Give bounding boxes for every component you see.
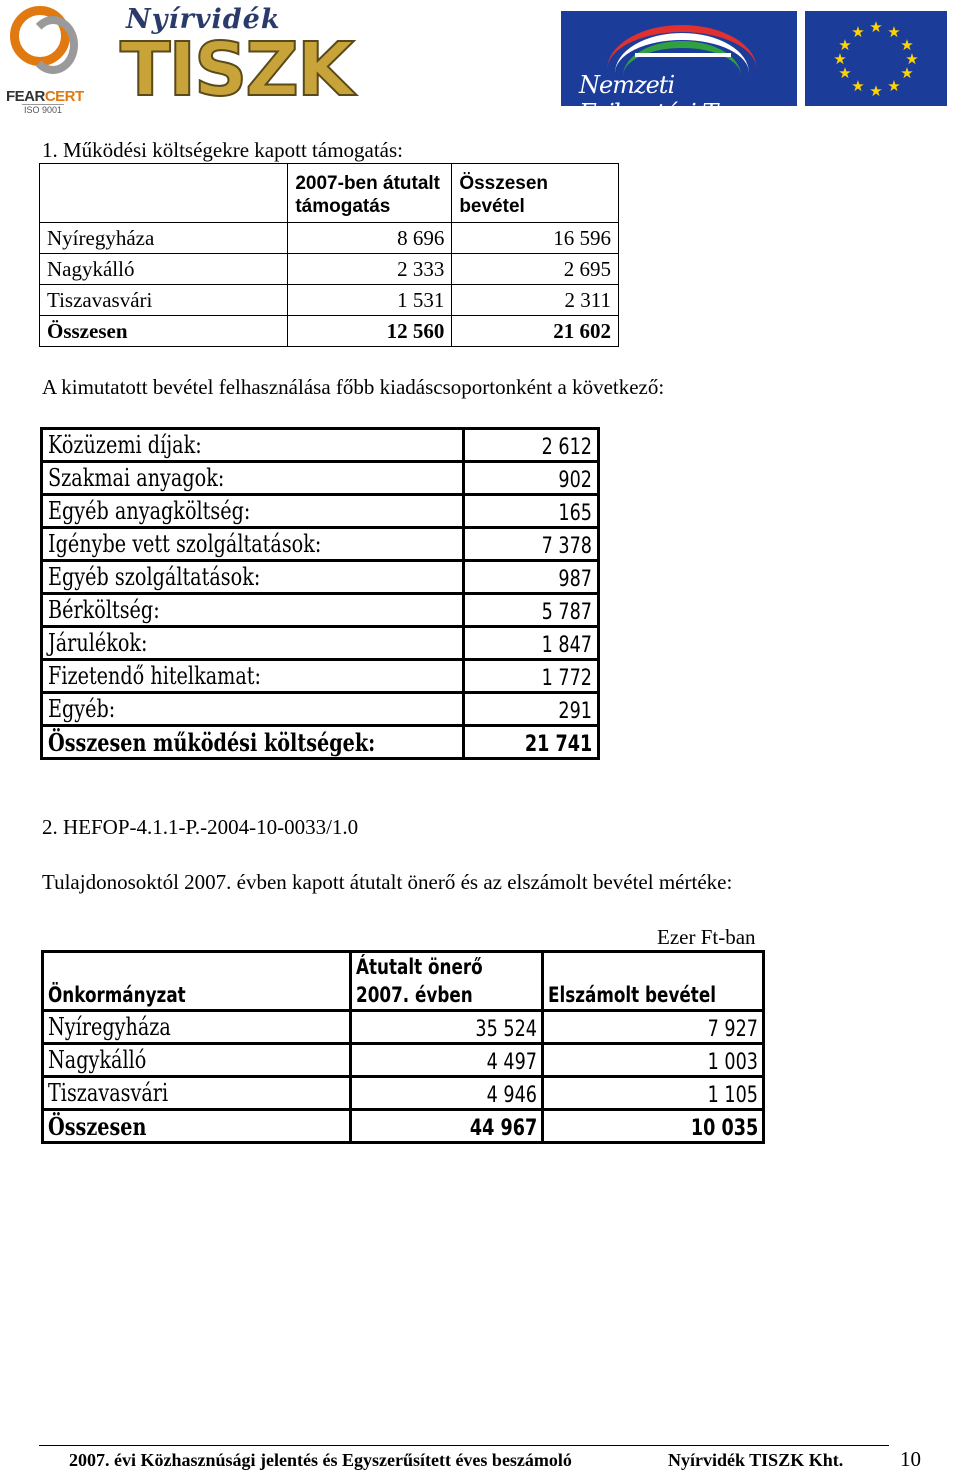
table-row (42, 429, 599, 462)
expense-value: 5 787 (464, 594, 599, 627)
bridge-icon (635, 53, 731, 57)
row-total: 2 695 (452, 254, 619, 285)
table-total-row (40, 316, 619, 347)
row-total: 21 602 (452, 316, 619, 347)
section2-title: 2. HEFOP-4.1.1-P.-2004-10-0033/1.0 (42, 815, 359, 839)
table-row (40, 254, 619, 285)
row-transferred: 2 333 (288, 254, 452, 285)
row-name: Nagykálló (40, 254, 288, 285)
footer-rule (39, 1445, 889, 1446)
row-accounted: 10 035 (543, 1110, 764, 1143)
expense-value: 902 (464, 462, 599, 495)
eu-star-icon: ★ (869, 84, 883, 100)
row-name: Összesen (43, 1110, 351, 1143)
expense-value: 7 378 (464, 528, 599, 561)
table-row (42, 660, 599, 693)
expense-value: 2 612 (464, 429, 599, 462)
table-total-row (43, 1110, 764, 1143)
row-transferred: 8 696 (288, 223, 452, 254)
expense-label: Járulékok: (42, 627, 464, 660)
expense-table (40, 427, 600, 760)
table-row (42, 561, 599, 594)
table-row (40, 223, 619, 254)
row-name: Nyíregyháza (40, 223, 288, 254)
page-number: 10 (900, 1447, 921, 1471)
row-total: 16 596 (452, 223, 619, 254)
support-table-header (40, 164, 619, 223)
support-table (39, 163, 619, 347)
table-row (42, 495, 599, 528)
expense-label: Egyéb anyagköltség: (42, 495, 464, 528)
row-own: 4 946 (351, 1077, 543, 1110)
table-row (43, 1077, 764, 1110)
expense-label: Szakmai anyagok: (42, 462, 464, 495)
row-transferred: 12 560 (288, 316, 452, 347)
eu-star-icon: ★ (851, 25, 865, 41)
table-row (43, 1044, 764, 1077)
eu-star-icon: ★ (869, 20, 883, 36)
eu-star-icon: ★ (833, 52, 847, 68)
eu-star-icon: ★ (887, 79, 901, 95)
row-name: Összesen (40, 316, 288, 347)
fearcert-ring-icon-inner (28, 16, 78, 74)
row-accounted: 1 105 (543, 1077, 764, 1110)
tiszk-logo-top: Nyírvidék (126, 4, 281, 35)
eu-star-icon: ★ (900, 66, 914, 82)
eu-star-icon: ★ (838, 66, 852, 82)
expense-value: 987 (464, 561, 599, 594)
row-accounted: 7 927 (543, 1011, 764, 1044)
eu-star-icon: ★ (838, 38, 852, 54)
table-row (40, 285, 619, 316)
nyirvidek-tiszk-logo (112, 4, 353, 113)
table-row (42, 594, 599, 627)
header-accounted-revenue: Elszámolt bevétel (543, 952, 764, 1011)
table-row (42, 462, 599, 495)
nft-logo-text: Nemzeti Fejlesztési Terv (579, 71, 752, 127)
footer-organization: Nyírvidék TISZK Kht. (668, 1450, 844, 1470)
header-municipality: Önkormányzat (43, 952, 351, 1011)
table-row (42, 627, 599, 660)
expense-label: Összesen működési költségek: (42, 726, 464, 759)
header-transferred: 2007-ben átutalt támogatás (288, 164, 452, 223)
eu-star-icon: ★ (851, 79, 865, 95)
expense-label: Fizetendő hitelkamat: (42, 660, 464, 693)
eu-star-icon: ★ (900, 38, 914, 54)
expense-label: Egyéb szolgáltatások: (42, 561, 464, 594)
tiszk-logo-main: TISZK (120, 27, 353, 113)
own-contribution-table (41, 950, 765, 1144)
expense-value: 291 (464, 693, 599, 726)
fearcert-iso: ISO 9001 (24, 105, 63, 115)
expense-value: 1 847 (464, 627, 599, 660)
header-own-contribution: Átutalt önerő 2007. évben (351, 952, 543, 1011)
eu-star-icon: ★ (887, 25, 901, 41)
row-own: 4 497 (351, 1044, 543, 1077)
table-row (42, 528, 599, 561)
row-name: Tiszavasvári (40, 285, 288, 316)
row-name: Tiszavasvári (43, 1077, 351, 1110)
row-own: 44 967 (351, 1110, 543, 1143)
footer-report-title: 2007. évi Közhasznúsági jelentés és Egyszerűsített éves beszámoló (69, 1450, 572, 1470)
eu-star-icon: ★ (905, 52, 919, 68)
own-contribution-header (43, 952, 764, 1011)
header-cell-empty (40, 164, 288, 223)
nft-logo (561, 11, 797, 127)
section1-title: 1. Működési költségekre kapott támogatás: (42, 138, 404, 162)
section2-intro: Tulajdonosoktól 2007. évben kapott átutalt önerő és az elszámolt bevétel mértéke: (42, 870, 733, 894)
table-row (42, 693, 599, 726)
row-own: 35 524 (351, 1011, 543, 1044)
expense-value: 1 772 (464, 660, 599, 693)
table-total-row (42, 726, 599, 759)
expense-label: Egyéb: (42, 693, 464, 726)
usage-intro: A kimutatott bevétel felhasználása főbb kiadáscsoportonként a következő: (42, 375, 665, 399)
expense-value: 165 (464, 495, 599, 528)
expense-value: 21 741 (464, 726, 599, 759)
row-name: Nyíregyháza (43, 1011, 351, 1044)
table-row (43, 1011, 764, 1044)
expense-label: Közüzemi díjak: (42, 429, 464, 462)
expense-label: Igénybe vett szolgáltatások: (42, 528, 464, 561)
eu-flag-logo (805, 11, 947, 106)
unit-label: Ezer Ft-ban (657, 925, 756, 949)
fearcert-brand: FEARCERT (6, 88, 84, 105)
row-name: Nagykálló (43, 1044, 351, 1077)
row-total: 2 311 (452, 285, 619, 316)
fearcert-logo (4, 2, 86, 114)
row-transferred: 1 531 (288, 285, 452, 316)
expense-label: Bérköltség: (42, 594, 464, 627)
row-accounted: 1 003 (543, 1044, 764, 1077)
header-total: Összesen bevétel (452, 164, 619, 223)
